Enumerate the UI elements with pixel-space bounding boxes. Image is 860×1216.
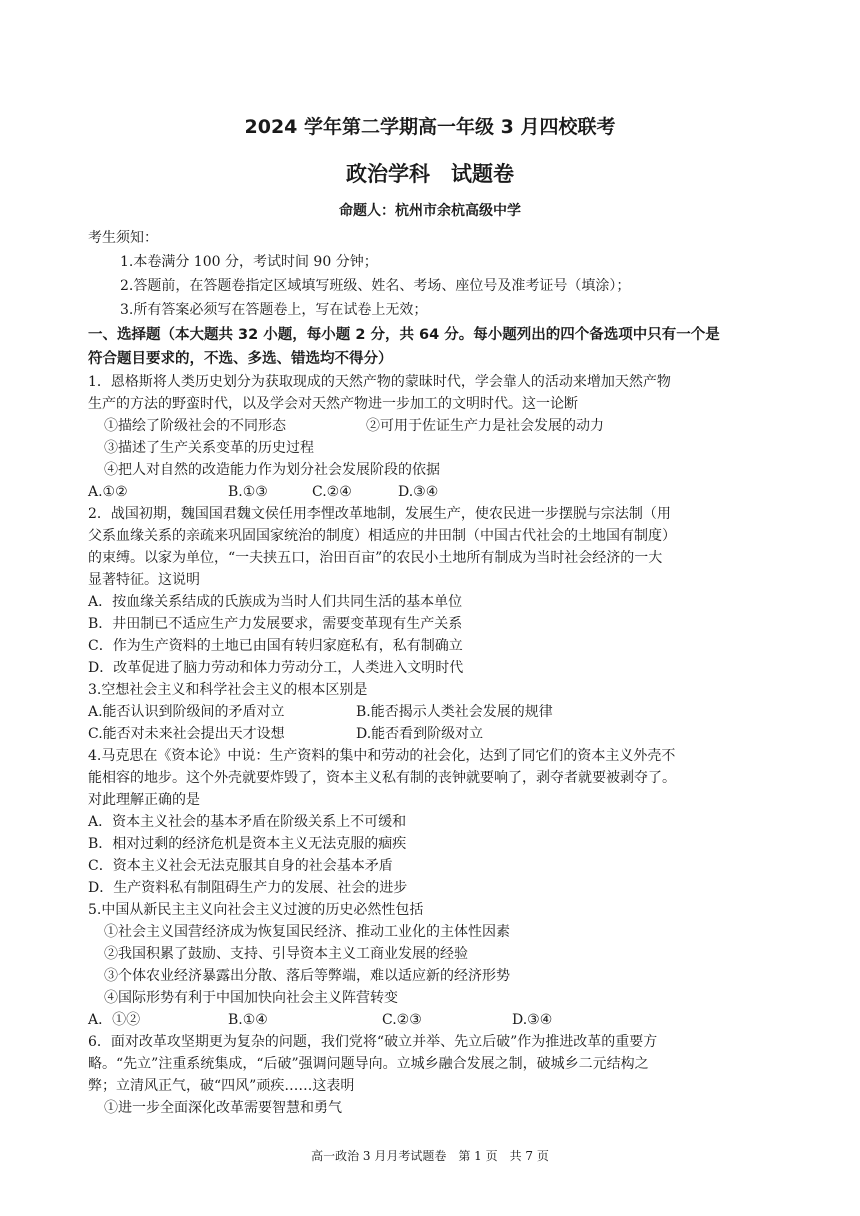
q1-options (88, 482, 588, 502)
q1-option-a: A.①② (88, 484, 128, 500)
q3-stem: 3.空想社会主义和科学社会主义的根本区别是 (88, 682, 368, 698)
q5-options (88, 1010, 608, 1030)
q5-statement: ③个体农业经济暴露出分散、落后等弊端，难以适应新的经济形势 (104, 968, 510, 984)
exam-subject: 政治学科 试题卷 (346, 162, 514, 186)
q1-option-c: C.②④ (312, 484, 352, 500)
q1-statement: ④把人对自然的改造能力作为划分社会发展阶段的依据 (104, 462, 440, 478)
q4-stem: 能相容的地步。这个外壳就要炸毁了，资本主义私有制的丧钟就要响了，剥夺者就要被剥夺了。 (88, 770, 676, 786)
q3-option-d: D.能否看到阶级对立 (356, 726, 484, 742)
q2-stem: 2．战国初期，魏国国君魏文侯任用李悝改革地制，发展生产，使农民进一步摆脱与宗法制（用 (88, 506, 671, 522)
q6-statement: ①进一步全面深化改革需要智慧和勇气 (104, 1100, 342, 1116)
q6-stem: 6．面对改革攻坚期更为复杂的问题，我们党将“破立并举、先立后破”作为推进改革的重要方 (88, 1034, 658, 1050)
q5-option-d: D.③④ (512, 1012, 553, 1028)
q5-option-b: B.①④ (228, 1012, 268, 1028)
notice-item: 2.答题前，在答题卷指定区域填写班级、姓名、考场、座位号及准考证号（填涂）； (120, 278, 631, 294)
q2-stem: 显著特征。这说明 (88, 572, 200, 588)
section-heading: 一、选择题（本大题共 32 小题，每小题 2 分，共 64 分。每小题列出的四个备选项中只有一个是 (88, 327, 720, 343)
q4-stem: 4.马克思在《资本论》中说：生产资料的集中和劳动的社会化，达到了同它们的资本主义外壳不 (88, 748, 676, 764)
q6-stem: 略。“先立”注重系统集成，“后破”强调问题导向。立城乡融合发展之制，破城乡二元结构之 (88, 1056, 649, 1072)
q4-option-b: B．相对过剩的经济危机是资本主义无法克服的痼疾 (88, 836, 407, 852)
q5-statement: ④国际形势有利于中国加快向社会主义阵营转变 (104, 990, 398, 1006)
q5-stem: 5.中国从新民主主义向社会主义过渡的历史必然性包括 (88, 902, 424, 918)
q5-statement: ①社会主义国营经济成为恢复国民经济、推动工业化的主体性因素 (104, 924, 510, 940)
notice-heading: 考生须知： (88, 230, 158, 246)
q1-statement: ①描绘了阶级社会的不同形态 (104, 418, 286, 434)
notice-item: 1.本卷满分 100 分，考试时间 90 分钟； (120, 254, 378, 270)
q1-option-d: D.③④ (398, 484, 439, 500)
exam-title: 2024 学年第二学期高一年级 3 月四校联考 (244, 116, 616, 138)
q1-option-b: B.①③ (228, 484, 268, 500)
page-footer: 高一政治 3 月月考试题卷 第 1 页 共 7 页 (311, 1149, 549, 1163)
q1-stem: 生产的方法的野蛮时代，以及学会对天然产物进一步加工的文明时代。这一论断 (88, 396, 578, 412)
q6-stem: 弊；立清风正气，破“四风”顽疾……这表明 (88, 1078, 355, 1094)
q2-option-c: C．作为生产资料的土地已由国有转归家庭私有，私有制确立 (88, 638, 463, 654)
q3-option-c: C.能否对未来社会提出天才设想 (88, 726, 285, 742)
q1-statement: ③描述了生产关系变革的历史过程 (104, 440, 314, 456)
q3-option-a: A.能否认识到阶级间的矛盾对立 (88, 704, 285, 720)
notice-item: 3.所有答案必须写在答题卷上，写在试卷上无效； (120, 302, 428, 318)
q2-stem: 的束缚。以家为单位，“一夫挟五口，治田百亩”的农民小土地所有制成为当时社会经济的一大 (88, 550, 663, 566)
q5-statement: ②我国积累了鼓励、支持、引导资本主义工商业发展的经验 (104, 946, 468, 962)
q1-stem: 1．恩格斯将人类历史划分为获取现成的天然产物的蒙昧时代，学会靠人的活动来增加天然产物 (88, 374, 671, 390)
q3-option-b: B.能否揭示人类社会发展的规律 (356, 704, 553, 720)
q5-option-c: C.②③ (382, 1012, 422, 1028)
q4-option-c: C．资本主义社会无法克服其自身的社会基本矛盾 (88, 858, 393, 874)
q4-stem: 对此理解正确的是 (88, 792, 200, 808)
exam-author: 命题人：杭州市余杭高级中学 (339, 203, 521, 219)
q2-option-b: B．井田制已不适应生产力发展要求，需要变革现有生产关系 (88, 616, 463, 632)
q4-option-a: A．资本主义社会的基本矛盾在阶级关系上不可缓和 (88, 814, 407, 830)
q5-option-a: A．①② (88, 1012, 141, 1028)
q2-option-a: A．按血缘关系结成的氏族成为当时人们共同生活的基本单位 (88, 594, 463, 610)
q1-statement: ②可用于佐证生产力是社会发展的动力 (366, 418, 604, 434)
section-heading-cont: 符合题目要求的，不选、多选、错选均不得分） (88, 351, 393, 367)
q2-stem: 父系血缘关系的亲疏来巩固国家统治的制度）相适应的井田制（中国古代社会的土地国有制度） (88, 528, 676, 544)
q4-option-d: D．生产资料私有制阻碍生产力的发展、社会的进步 (88, 880, 408, 896)
q2-option-d: D．改革促进了脑力劳动和体力劳动分工，人类进入文明时代 (88, 660, 464, 676)
